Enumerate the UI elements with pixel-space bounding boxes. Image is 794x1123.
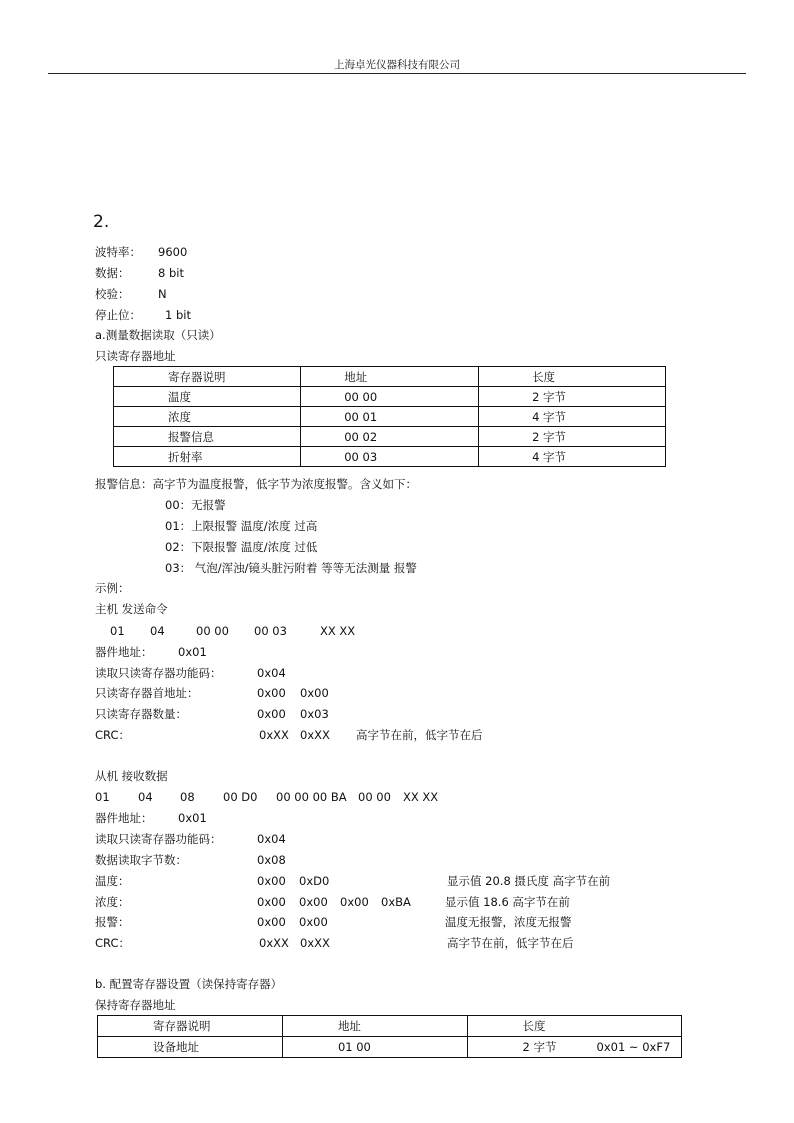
master-field-label: 器件地址： bbox=[95, 645, 153, 659]
page-header-company: 上海卓光仪器科技有限公司 bbox=[334, 59, 460, 71]
master-field-label: CRC： bbox=[95, 728, 130, 742]
table-header-cell: 地址 bbox=[301, 367, 479, 387]
master-field-value: 0x00 bbox=[300, 686, 329, 700]
table-header-cell: 寄存器说明 bbox=[114, 367, 301, 387]
slave-field-label: 温度： bbox=[95, 874, 130, 888]
section-heading: 2. bbox=[93, 212, 110, 232]
databits-value: 8 bit bbox=[158, 266, 184, 280]
table-cell: 温度 bbox=[114, 387, 301, 407]
master-field-label: 只读寄存器首地址： bbox=[95, 686, 199, 700]
master-field-label: 只读寄存器数量： bbox=[95, 707, 187, 721]
slave-frame-byte: XX XX bbox=[403, 790, 439, 804]
slave-field-value: 0x00 bbox=[257, 874, 286, 888]
master-frame-byte: XX XX bbox=[320, 624, 356, 638]
slave-field-value: 0x00 bbox=[340, 895, 369, 909]
table-cell bbox=[467, 1037, 681, 1058]
table-cell: 00 03 bbox=[301, 447, 479, 467]
master-title: 主机 发送命令 bbox=[95, 602, 168, 616]
table-cell: 浓度 bbox=[114, 407, 301, 427]
table-row bbox=[98, 1037, 682, 1058]
slave-frame-byte: 00 00 00 BA bbox=[276, 790, 347, 804]
example-title: 示例： bbox=[95, 581, 130, 595]
slave-field-label: 报警： bbox=[95, 915, 130, 929]
table-cell: 折射率 bbox=[114, 447, 301, 467]
slave-frame-byte: 00 D0 bbox=[223, 790, 258, 804]
slave-field-note: 温度无报警，浓度无报警 bbox=[445, 915, 572, 929]
table-cell: 2 字节 bbox=[479, 427, 666, 447]
master-field-value: 0x00 bbox=[257, 707, 286, 721]
alarm-item: 03： 气泡/浑浊/镜头脏污附着 等等无法测量 报警 bbox=[165, 561, 417, 575]
alarm-intro: 报警信息：高字节为温度报警，低字节为浓度报警。含义如下： bbox=[95, 477, 417, 491]
table-header-row bbox=[114, 367, 666, 387]
table-row bbox=[114, 387, 666, 407]
master-field-value: 0x00 bbox=[257, 686, 286, 700]
master-frame-byte: 00 00 bbox=[196, 624, 229, 638]
slave-field-label: 读取只读寄存器功能码： bbox=[95, 832, 222, 846]
table-cell: 4 字节 bbox=[479, 407, 666, 427]
slave-frame-byte: 01 bbox=[95, 790, 110, 804]
slave-field-value: 0xXX bbox=[300, 936, 330, 950]
master-field-value: 0xXX bbox=[259, 728, 289, 742]
databits-label: 数据： bbox=[95, 266, 130, 280]
table-cell: 报警信息 bbox=[114, 427, 301, 447]
table-header-cell: 地址 bbox=[282, 1016, 467, 1037]
table-cell: 2 字节 bbox=[479, 387, 666, 407]
slave-field-value: 0xBA bbox=[381, 895, 411, 909]
parity-value: N bbox=[158, 287, 167, 301]
section-a-title: a.测量数据读取（只读） bbox=[95, 328, 221, 342]
slave-frame-byte: 04 bbox=[138, 790, 153, 804]
stopbits-value: 1 bit bbox=[165, 308, 191, 322]
slave-frame-byte: 00 00 bbox=[358, 790, 391, 804]
table-cell: 01 00 bbox=[282, 1037, 467, 1058]
slave-field-label: 浓度： bbox=[95, 895, 130, 909]
section-b-title: b. 配置寄存器设置（读保持寄存器） bbox=[95, 977, 283, 991]
slave-field-value: 0x00 bbox=[299, 895, 328, 909]
slave-field-note: 高字节在前，低字节在后 bbox=[447, 936, 574, 950]
master-field-note: 高字节在前，低字节在后 bbox=[356, 728, 483, 742]
slave-title: 从机 接收数据 bbox=[95, 769, 168, 783]
slave-field-value: 0x08 bbox=[257, 853, 286, 867]
slave-frame-byte: 08 bbox=[180, 790, 195, 804]
length-value: 2 字节 bbox=[522, 1040, 557, 1054]
holding-register-table bbox=[97, 1015, 682, 1058]
baud-value: 9600 bbox=[158, 245, 188, 259]
table-cell: 设备地址 bbox=[98, 1037, 283, 1058]
header-divider bbox=[48, 73, 746, 74]
table-cell: 00 00 bbox=[301, 387, 479, 407]
range-value: 0x01 ~ 0xF7 bbox=[596, 1040, 671, 1054]
table-cell: 00 02 bbox=[301, 427, 479, 447]
table-cell: 4 字节 bbox=[479, 447, 666, 467]
slave-field-value: 0xD0 bbox=[299, 874, 330, 888]
slave-field-note: 显示值 18.6 高字节在前 bbox=[445, 895, 570, 909]
readonly-register-table bbox=[113, 366, 666, 467]
master-frame-byte: 04 bbox=[150, 624, 165, 638]
alarm-item: 01：上限报警 温度/浓度 过高 bbox=[165, 519, 318, 533]
baud-label: 波特率： bbox=[95, 245, 141, 259]
holding-address-title: 保持寄存器地址 bbox=[95, 998, 176, 1012]
slave-field-value: 0x00 bbox=[257, 895, 286, 909]
master-field-label: 读取只读寄存器功能码： bbox=[95, 666, 222, 680]
slave-field-value: 0x00 bbox=[299, 915, 328, 929]
table-row bbox=[114, 447, 666, 467]
table-header-cell: 长度 bbox=[467, 1016, 681, 1037]
slave-field-value: 0xXX bbox=[259, 936, 289, 950]
table-row bbox=[114, 427, 666, 447]
slave-field-value: 0x00 bbox=[257, 915, 286, 929]
table-header-cell: 寄存器说明 bbox=[98, 1016, 283, 1037]
master-field-value: 0xXX bbox=[300, 728, 330, 742]
readonly-address-title: 只读寄存器地址 bbox=[95, 349, 176, 363]
slave-field-label: 数据读取字节数： bbox=[95, 853, 187, 867]
master-field-value: 0x01 bbox=[178, 645, 207, 659]
alarm-item: 00：无报警 bbox=[165, 498, 226, 512]
master-frame-byte: 00 03 bbox=[254, 624, 287, 638]
table-row bbox=[114, 407, 666, 427]
master-frame-byte: 01 bbox=[110, 624, 125, 638]
slave-field-value: 0x04 bbox=[257, 832, 286, 846]
table-header-row bbox=[98, 1016, 682, 1037]
master-field-value: 0x03 bbox=[300, 707, 329, 721]
slave-field-label: CRC： bbox=[95, 936, 130, 950]
parity-label: 校验： bbox=[95, 287, 130, 301]
slave-field-label: 器件地址： bbox=[95, 811, 153, 825]
slave-field-note: 显示值 20.8 摄氏度 高字节在前 bbox=[447, 874, 611, 888]
table-header-cell: 长度 bbox=[479, 367, 666, 387]
stopbits-label: 停止位： bbox=[95, 308, 141, 322]
table-cell: 00 01 bbox=[301, 407, 479, 427]
alarm-item: 02：下限报警 温度/浓度 过低 bbox=[165, 540, 318, 554]
slave-field-value: 0x01 bbox=[178, 811, 207, 825]
master-field-value: 0x04 bbox=[257, 666, 286, 680]
